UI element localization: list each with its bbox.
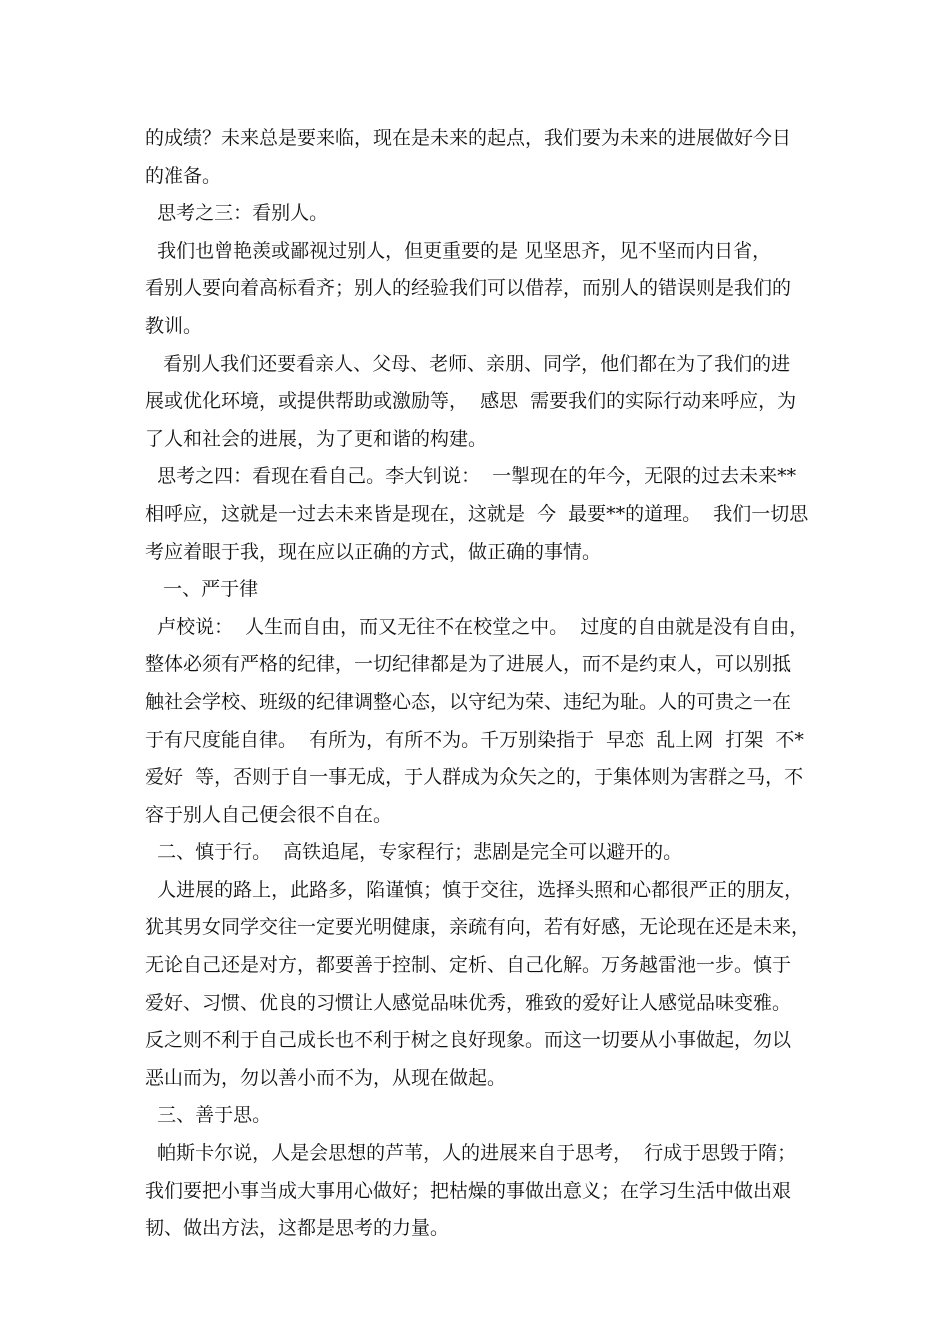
- text-line: 了人和社会的进展，为了更和谐的构建。: [145, 427, 488, 450]
- text-line: 二、慎于行。 高铁追尾，专家程行；悲剧是完全可以避开的。: [145, 841, 683, 864]
- text-line: 思考之四：看现在看自己。李大钊说： 一掣现在的年今，无限的过去未来**: [145, 465, 797, 488]
- text-line: 整体必须有严格的纪律，一切纪律都是为了进展人，而不是约束人，可以别抵: [145, 653, 792, 676]
- text-line: 一、严于律: [145, 578, 259, 601]
- text-line: 恶山而为，勿以善小而不为，从现在做起。: [145, 1066, 507, 1089]
- text-line: 相呼应，这就是一过去未来皆是现在，这就是 今 最要**的道理。 我们一切思: [145, 502, 809, 525]
- text-line: 的成绩？未来总是要来临，现在是未来的起点，我们要为未来的进展做好今日: [145, 127, 792, 149]
- text-line: 思考之三：看别人。: [145, 202, 329, 225]
- text-line: 看别人我们还要看亲人、父母、老师、亲朋、同学，他们都在为了我们的进: [145, 352, 791, 375]
- text-line: 三、善于思。: [145, 1104, 272, 1127]
- text-line: 于有尺度能自律。 有所为，有所不为。千万别染指于 早恋 乱上网 打架 不*: [145, 728, 804, 751]
- text-line: 爱好 等，否则于自一事无成，于人群成为众矢之的，于集体则为害群之马，不: [145, 766, 804, 789]
- text-line: 看别人要向着高标看齐；别人的经验我们可以借荐，而别人的错误则是我们的: [145, 277, 792, 300]
- text-line: 卢校说： 人生而自由，而又无往不在校堂之中。 过度的自由就是没有自由，: [145, 615, 809, 638]
- text-line: 的准备。: [145, 164, 222, 187]
- text-line: 我们也曾艳羡或鄙视过别人，但更重要的是 见坚思齐，见不坚而内日省，: [145, 239, 772, 262]
- text-line: 爱好、习惯、优良的习惯让人感觉品味优秀，雅致的爱好让人感觉品味变雅。: [145, 991, 792, 1014]
- text-line: 教训。: [145, 314, 203, 337]
- text-line: 我们要把小事当成大事用心做好；把枯燥的事做出意义；在学习生活中做出艰: [145, 1179, 792, 1202]
- text-line: 人进展的路上，此路多，陷谨慎；慎于交往，选择头照和心都很严正的朋友，: [145, 878, 804, 901]
- body-text: [145, 120, 825, 1248]
- text-line: 帕斯卡尔说，人是会思想的芦苇，人的进展来自于思考， 行成于思毁于隋；: [145, 1142, 797, 1165]
- text-line: 无论自己还是对方，都要善于控制、定析、自己化解。万务越雷池一步。慎于: [145, 954, 792, 977]
- text-line: 展或优化环境，或提供帮助或激励等， 感思 需要我们的实际行动来呼应，为: [145, 390, 797, 413]
- text-line: 容于别人自己便会很不自在。: [145, 803, 393, 826]
- text-line: 韧、做出方法，这都是思考的力量。: [145, 1217, 450, 1240]
- text-line: 反之则不利于自己成长也不利于树之良好现象。而这一切要从小事做起，勿以: [145, 1029, 792, 1052]
- text-line: 犹其男女同学交往一定要光明健康，亲疏有向，若有好感，无论现在还是未来，: [145, 916, 811, 939]
- text-line: 触社会学校、班级的纪律调整心态，以守纪为荣、违纪为耻。人的可贵之一在: [145, 690, 792, 713]
- text-line: 考应着眼于我，现在应以正确的方式，做正确的事情。: [145, 540, 602, 563]
